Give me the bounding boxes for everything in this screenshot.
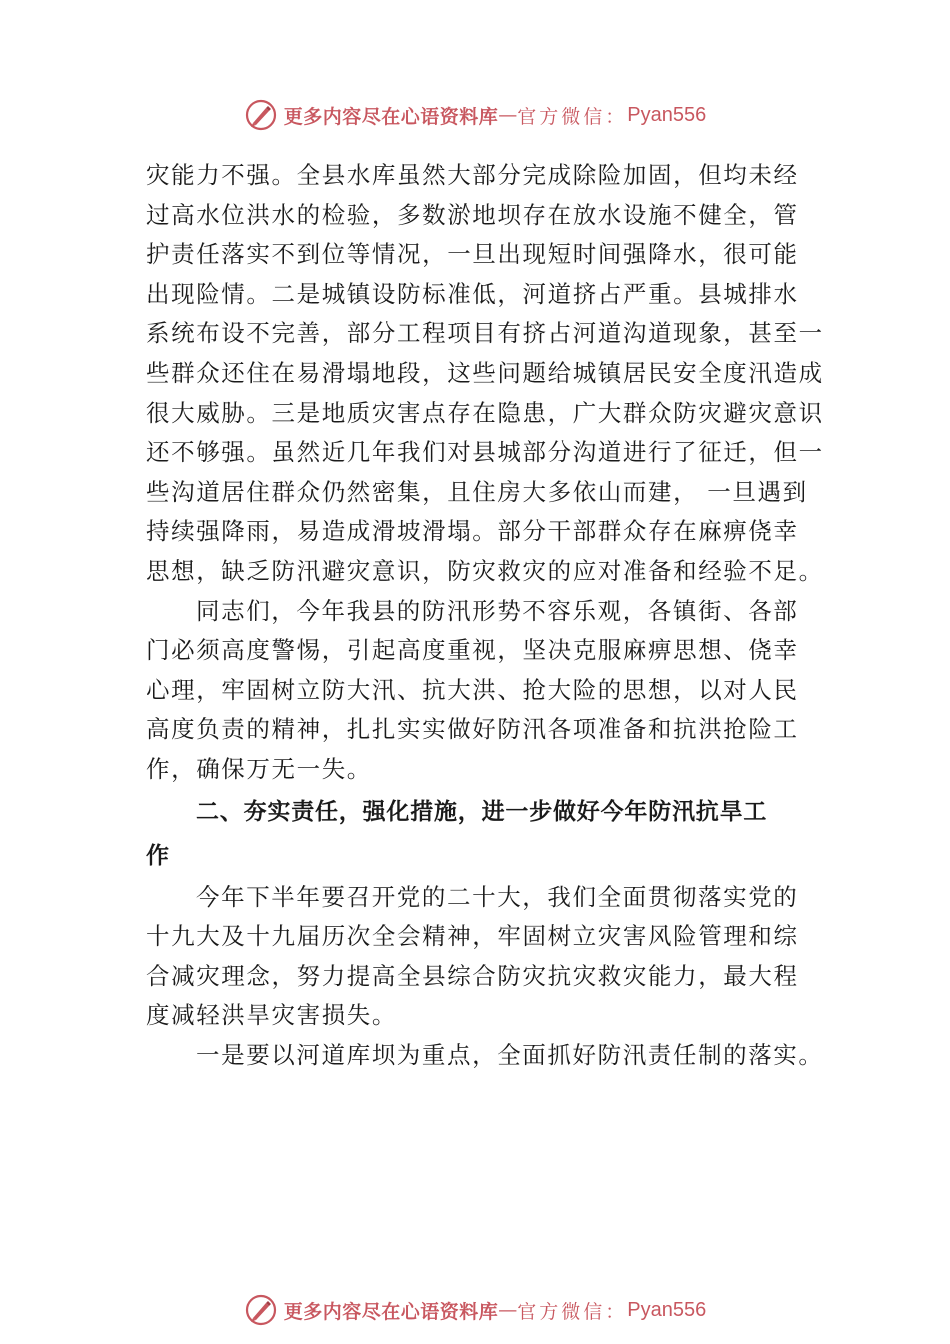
text-line: 过高水位洪水的检验，多数淤地坝存在放水设施不健全，管 — [146, 200, 799, 229]
document-body — [146, 156, 826, 1075]
watermark-official-label: 官方微信： — [517, 1300, 628, 1323]
text-line: 心理，牢固树立防大汛、抗大洪、抢大险的思想，以对人民 — [146, 675, 799, 704]
text-line: 今年下半年要召开党的二十大，我们全面贯彻落实党的 — [196, 882, 799, 911]
watermark-separator: — — [498, 1299, 518, 1321]
text-line: 思想，缺乏防汛避灾意识，防灾救灾的应对准备和经验不足。 — [146, 556, 824, 585]
watermark-wechat-id: Pyan556 — [627, 103, 707, 126]
text-line: 作，确保万无一失。 — [146, 754, 372, 783]
watermark-brand: 更多内容尽在心语资料库 — [283, 1300, 499, 1323]
paragraph-risks-continued — [146, 156, 826, 592]
pen-logo-icon — [244, 98, 278, 132]
text-line: 度减轻洪旱灾害损失。 — [146, 1001, 397, 1030]
text-line: 合减灾理念，努力提高全县综合防灾抗灾救灾能力，最大程 — [146, 961, 799, 990]
text-line: 同志们，今年我县的防汛形势不容乐观，各镇街、各部 — [196, 596, 799, 625]
text-line: 还不够强。虽然近几年我们对县城部分沟道进行了征迁，但一 — [146, 438, 824, 467]
text-line: 系统布设不完善，部分工程项目有挤占河道沟道现象，甚至一 — [146, 319, 824, 348]
header-watermark — [0, 95, 950, 135]
pen-logo-icon — [244, 1293, 278, 1327]
text-line: 十九大及十九届历次全会精神，牢固树立灾害风险管理和综 — [146, 922, 799, 951]
text-line: 高度负责的精神，扎扎实实做好防汛各项准备和抗洪抢险工 — [146, 715, 799, 744]
text-line: 些群众还住在易滑塌地段，这些问题给城镇居民安全度汛造成 — [146, 358, 824, 387]
paragraph-point-one — [146, 1036, 826, 1076]
watermark-separator: — — [498, 104, 518, 126]
watermark-wechat-id: Pyan556 — [627, 1298, 707, 1321]
paragraph-twentieth-congress — [146, 878, 826, 1036]
heading-line: 作 — [146, 842, 170, 869]
text-line: 一是要以河道库坝为重点，全面抓好防汛责任制的落实。 — [196, 1040, 824, 1069]
text-line: 很大威胁。三是地质灾害点存在隐患，广大群众防灾避灾意识 — [146, 398, 824, 427]
text-line: 些沟道居住群众仍然密集，且住房大多依山而建， 一旦遇到 — [146, 477, 808, 506]
section-heading-2 — [146, 790, 826, 878]
watermark-brand: 更多内容尽在心语资料库 — [283, 105, 499, 128]
footer-watermark — [0, 1290, 950, 1330]
paragraph-comrades — [146, 592, 826, 790]
text-line: 持续强降雨，易造成滑坡滑塌。部分干部群众存在麻痹侥幸 — [146, 517, 799, 546]
text-line: 护责任落实不到位等情况，一旦出现短时间强降水，很可能 — [146, 240, 799, 269]
watermark-official-label: 官方微信： — [517, 105, 628, 128]
heading-line: 二、夯实责任，强化措施，进一步做好今年防汛抗旱工 — [196, 798, 768, 825]
text-line: 出现险情。二是城镇设防标准低，河道挤占严重。县城排水 — [146, 279, 799, 308]
text-line: 门必须高度警惕，引起高度重视，坚决克服麻痹思想、侥幸 — [146, 636, 799, 665]
text-line: 灾能力不强。全县水库虽然大部分完成除险加固，但均未经 — [146, 161, 799, 189]
